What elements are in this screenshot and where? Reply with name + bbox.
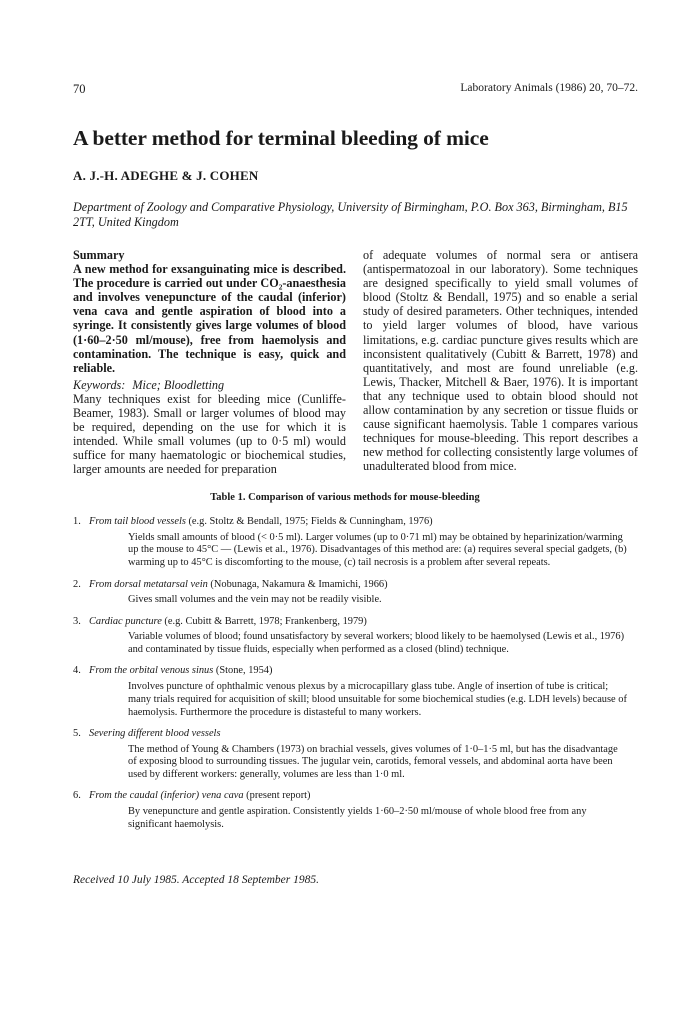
authors: A. J.-H. ADEGHE & J. COHEN [73, 168, 259, 183]
table-item [73, 579, 643, 607]
table-item [73, 790, 643, 831]
item-head [73, 516, 643, 529]
item-head [73, 728, 643, 741]
page-number: 70 [73, 82, 86, 96]
item-head [73, 790, 643, 803]
item-method: From the caudal (inferior) vena cava [89, 790, 244, 802]
item-method: From the orbital venous sinus [89, 665, 214, 677]
item-head [73, 665, 643, 678]
item-head [73, 579, 643, 592]
item-method: From tail blood vessels [89, 516, 186, 527]
table-list [73, 516, 643, 840]
affiliation: Department of Zoology and Comparative Physiology, University of Birmingham, P.O. Box 363, Birmingham, B15 2TT, United Kingdom [73, 200, 628, 229]
item-detail: Involves puncture of ophthalmic venous plexus by a microcapillary glass tube. Angle of insertion of tube is critical; many trials required for acquisition of skill; blood unsuitable for some biochemical studies (e.g. LDH levels) because of haemolysis. Furthermore the procedure is distasteful to many workers. [128, 681, 627, 718]
item-detail: The method of Young & Chambers (1973) on brachial vessels, gives volumes of 1·0–1·5 ml, but has the disadvantage of exposing blood to surrounding tissues. The jugular vein, carotids, femoral vessels, and abdominal aorta have been used by different workers: generally, volumes are less than 1·0 ml. [128, 743, 618, 780]
table-item [73, 665, 643, 719]
item-refs: (e.g. Cubitt & Barrett, 1978; Frankenberg, 1979) [161, 615, 367, 627]
right-column [363, 248, 638, 474]
table-item [73, 516, 643, 570]
item-method: From dorsal metatarsal vein [89, 578, 208, 590]
item-number: 2. [73, 578, 81, 590]
item-refs: (e.g. Stoltz & Bendall, 1975; Fields & Cunningham, 1976) [185, 516, 433, 527]
item-number: 3. [73, 615, 81, 627]
left-column [73, 248, 346, 477]
item-number: 1. [73, 516, 81, 527]
table-item [73, 728, 643, 782]
item-number: 6. [73, 790, 81, 802]
item-refs: (Stone, 1954) [213, 665, 273, 677]
item-detail: By venepuncture and gentle aspiration. Consistently yields 1·60–2·50 ml/mouse of whole blood free from any significant haemolysis. [128, 806, 587, 830]
item-detail: Variable volumes of blood; found unsatisfactory by several workers; blood likely to be haemolysed (Lewis et al., 1976) and contaminated by tissue fluids, especially when performed as a closed (blind) technique. [128, 631, 625, 655]
summary-text: A new method for exsanguinating mice is described. The procedure is carried out under CO₂-anaesthesia and involves venepuncture of the caudal (inferior) vena cava and gentle aspiration of blood into a syringe. It consistently gives large volumes of blood (1·60–2·50 ml/mouse), free from haemolysis and contamination. The technique is easy, quick and reliable. [73, 262, 346, 375]
item-number: 5. [73, 727, 81, 739]
item-detail: Yields small amounts of blood (< 0·5 ml). Larger volumes (up to 0·71 ml) may be obtained by heparinization/warming up the mouse to 45°C — (Lewis et al., 1976). Disadvantages of this method are: (a) requires several special gadgets, (b) warming up to 45°C is discomforting to the mouse, (c) tail necrosis is a problem after several repeats. [128, 531, 627, 569]
item-head [73, 616, 643, 629]
table-caption: Table 1. Comparison of various methods for mouse-bleeding [210, 492, 480, 503]
item-detail: Gives small volumes and the vein may not be readily visible. [128, 594, 382, 606]
keywords-list: Mice; Bloodletting [132, 377, 225, 392]
item-method: Cardiac puncture [89, 615, 162, 627]
article-title: A better method for terminal bleeding of mice [73, 126, 489, 150]
item-refs: (present report) [243, 790, 311, 802]
received-accepted-dates: Received 10 July 1985. Accepted 18 September 1985. [73, 874, 319, 886]
item-method: Severing different blood vessels [89, 727, 221, 739]
journal-reference: Laboratory Animals (1986) 20, 70–72. [460, 82, 638, 94]
intro-paragraph-left: Many techniques exist for bleeding mice (Cunliffe-Beamer, 1983). Small or larger volumes of blood may be required, depending on the use for which it is intended. While small volumes (up to 0·5 ml) would suffice for many haematologic or biochemical studies, larger amounts are needed for preparation [73, 391, 346, 477]
item-refs: (Nobunaga, Nakamura & Imamichi, 1966) [207, 578, 388, 590]
intro-paragraph-right: of adequate volumes of normal sera or antisera (antispermatozoal in our laboratory). Some techniques are designed specifically to yield small volumes of blood (Stoltz & Bendall, 1975) and so enable a serial study of desired parameters. Other techniques, intended to yield larger volumes of blood, have various limitations, e.g. cardiac puncture gives results which are inconsistent qualitatively (Cubitt & Barrett, 1978) and quantitatively, and most are found unreliable (e.g. Lewis, Thacker, Mitchell & Baer, 1976). It is important that any technique used to obtain blood should not allow contamination by any secretion or tissue fluids or cause significant haemolysis. Table 1 compares various techniques for mouse-bleeding. This report describes a new method for collecting consistently large volumes of unadulterated blood from mice. [363, 248, 638, 474]
summary-heading: Summary [73, 248, 125, 262]
keywords [73, 378, 346, 392]
keywords-label: Keywords: [73, 377, 126, 392]
table-item [73, 616, 643, 657]
item-number: 4. [73, 665, 81, 677]
